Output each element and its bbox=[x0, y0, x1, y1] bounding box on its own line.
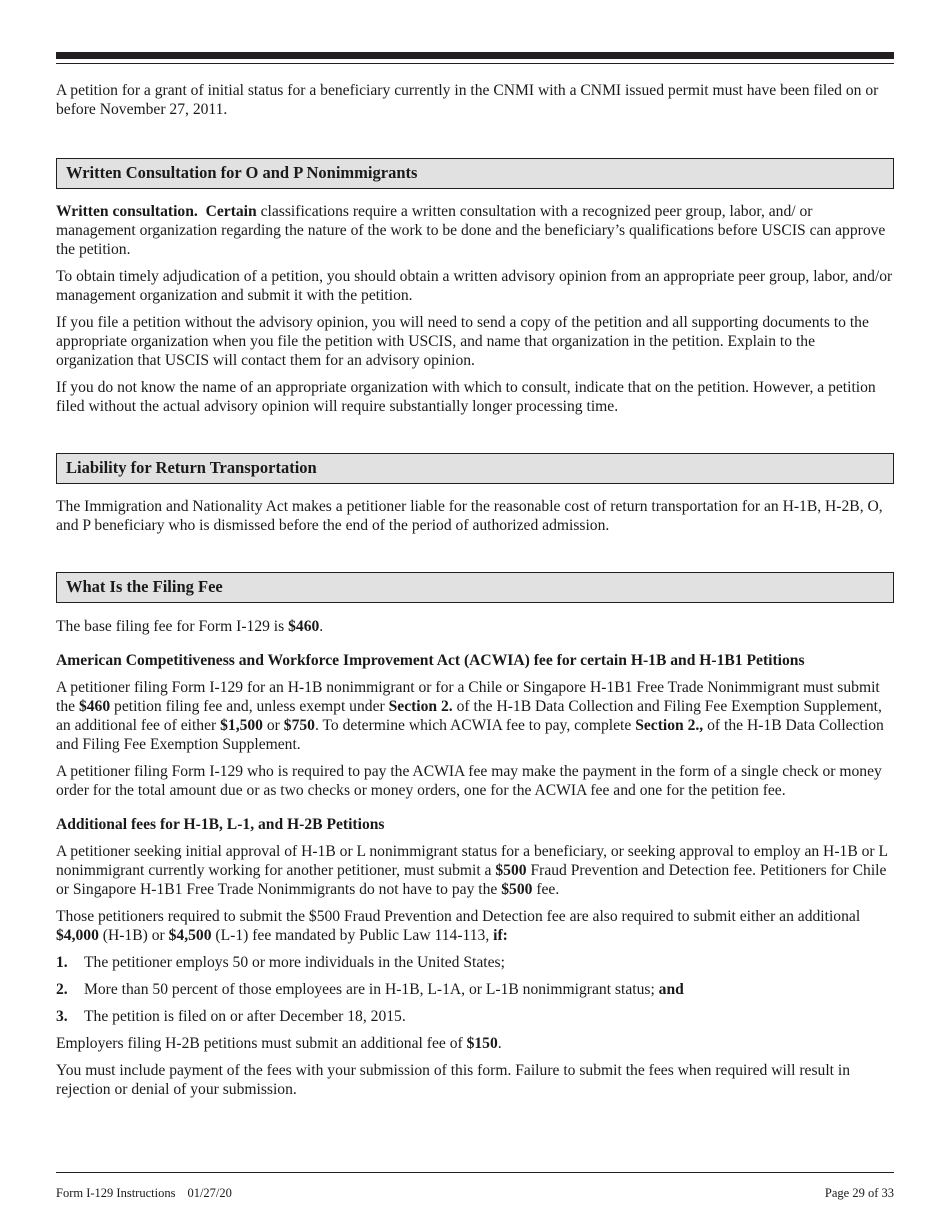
text-span: of the H-1B Data Collection and Filing Fee Exemption Supplement, an additional fee of either bbox=[56, 698, 882, 734]
fee-amount: $750 bbox=[283, 717, 315, 734]
page-content bbox=[56, 0, 894, 1099]
intro-paragraph: A petition for a grant of initial status for a beneficiary currently in the CNMI with a CNMI issued permit must have been filed on or before November 27, 2011. bbox=[56, 82, 879, 118]
fee-amount: $460 bbox=[288, 618, 320, 635]
fee-amount: $500 bbox=[501, 881, 533, 898]
footer-page-number: Page 29 of 33 bbox=[824, 1186, 894, 1200]
acwia-paragraph-2: A petitioner filing Form I-129 who is required to pay the ACWIA fee may make the payment in the form of a single check or money order for the total amount due or as two checks or money orders, one for the ACWIA fee and one for the petition fee. bbox=[56, 763, 882, 799]
text-span: The petition is filed on or after December 18, 2015. bbox=[84, 1008, 406, 1025]
list-number: 1. bbox=[56, 954, 68, 971]
list-item bbox=[56, 980, 894, 999]
section-header-liability: Liability for Return Transportation bbox=[56, 453, 894, 484]
written-consultation-paragraph-1 bbox=[56, 202, 894, 259]
fee-amount: $1,500 bbox=[220, 717, 263, 734]
text-span: or bbox=[262, 717, 284, 734]
list-number: 2. bbox=[56, 981, 68, 998]
h2b-fee-paragraph bbox=[56, 1034, 894, 1053]
list-item bbox=[56, 953, 894, 972]
text-span: Fraud Prevention and Detection fee. Petitioners for Chile or Singapore H-1B1 Free Trade Nonimmigrants do not have to pay the bbox=[56, 862, 887, 898]
additional-fees-paragraph-1 bbox=[56, 842, 894, 899]
written-consultation-paragraph-2: To obtain timely adjudication of a petition, you should obtain a written advisory opinion from an appropriate peer group, labor, and/or management organization and submit it with the petition. bbox=[56, 268, 893, 304]
fee-amount: $460 bbox=[78, 698, 111, 715]
text-span: . bbox=[497, 1035, 502, 1052]
text-span: The petitioner employs 50 or more individuals in the United States; bbox=[84, 954, 505, 971]
fee-amount: $4,000 bbox=[56, 927, 99, 944]
written-consultation-paragraph-4: If you do not know the name of an appropriate organization with which to consult, indicate that on the petition. However, a petition filed without the actual advisory opinion will require substantially longer processing time. bbox=[56, 379, 876, 415]
text-span: petition filing fee and, unless exempt under bbox=[110, 698, 389, 715]
text-span: A petitioner filing Form I-129 for an H-1B nonimmigrant or for a Chile or Singapore H-1B1 Free Trade Nonimmigrant must submit the bbox=[56, 679, 880, 715]
fee-amount: $4,500 bbox=[168, 927, 212, 944]
footer-form-info bbox=[56, 1186, 232, 1201]
text-span: classifications require a written consultation with a recognized peer group, labor, and/ or management organization regarding the nature of the work to be done and the beneficiary’s qualifications before USCIS can approve the petition. bbox=[56, 203, 886, 258]
list-text bbox=[84, 980, 684, 999]
text-span: More than 50 percent of those employees are in H-1B, L-1A, or L-1B nonimmigrant status; bbox=[84, 981, 659, 998]
written-consultation-paragraph-3: If you file a petition without the advisory opinion, you will need to send a copy of the petition and all supporting documents to the appropriate organization when you file the petition with USCIS, and name that organization in the petition. Explain to the organization that USCIS will contact them for an advisory opinion. bbox=[56, 314, 869, 369]
fee-amount: $500 bbox=[495, 862, 527, 879]
text-span: Those petitioners required to submit the $500 Fraud Prevention and Detection fee are also required to submit either an additional bbox=[56, 908, 861, 925]
section-header-written-consultation: Written Consultation for O and P Nonimmigrants bbox=[56, 158, 894, 189]
section-reference: Section 2., bbox=[635, 717, 704, 734]
lead-bold: Written consultation. bbox=[56, 203, 198, 220]
footer-rule bbox=[56, 1172, 894, 1173]
text-span: (H-1B) or bbox=[98, 927, 169, 944]
list-text bbox=[84, 953, 505, 972]
list-text bbox=[84, 1007, 406, 1026]
liability-paragraph: The Immigration and Nationality Act makes a petitioner liable for the reasonable cost of return transportation for an H-1B, H-2B, O, and P beneficiary who is dismissed before the end of the period of authorized admission. bbox=[56, 498, 883, 534]
section-header-filing-fee: What Is the Filing Fee bbox=[56, 572, 894, 603]
text-span: (L-1) fee mandated by Public Law 114-113, bbox=[211, 927, 494, 944]
condition-keyword: if: bbox=[493, 927, 508, 944]
lead-bold-2: Certain bbox=[205, 203, 257, 220]
page-footer bbox=[56, 1186, 894, 1201]
additional-fees-paragraph-2 bbox=[56, 907, 894, 945]
text-span: . To determine which ACWIA fee to pay, complete bbox=[314, 717, 636, 734]
footer-edition-date: 01/27/20 bbox=[187, 1186, 232, 1200]
section-reference: Section 2. bbox=[388, 698, 453, 715]
list-number: 3. bbox=[56, 1008, 68, 1025]
additional-fees-subheading: Additional fees for H-1B, L-1, and H-2B Petitions bbox=[56, 816, 385, 833]
text-span: Employers filing H-2B petitions must submit an additional fee of bbox=[56, 1035, 467, 1052]
closing-paragraph: You must include payment of the fees with your submission of this form. Failure to submit the fees when required will result in rejection or denial of your submission. bbox=[56, 1062, 851, 1098]
text-span: fee. bbox=[532, 881, 560, 898]
list-item bbox=[56, 1007, 894, 1026]
text-span: A petitioner seeking initial approval of H-1B or L nonimmigrant status for a beneficiary, or seeking approval to employ an H-1B or L nonimmigrant currently working for another petitioner, must submit a bbox=[56, 843, 888, 879]
acwia-paragraph-1 bbox=[56, 678, 894, 754]
base-fee-paragraph bbox=[56, 617, 894, 636]
acwia-subheading: American Competitiveness and Workforce Improvement Act (ACWIA) fee for certain H-1B and H-1B1 Petitions bbox=[56, 652, 805, 669]
text-span: of the H-1B Data Collection and Filing Fee Exemption Supplement. bbox=[56, 717, 884, 753]
fee-amount: $150 bbox=[466, 1035, 498, 1052]
footer-form-name: Form I-129 Instructions bbox=[56, 1186, 176, 1200]
text-span: The base filing fee for Form I-129 is bbox=[56, 618, 289, 635]
text-span: . bbox=[319, 618, 324, 635]
conjunction-bold: and bbox=[658, 981, 684, 998]
